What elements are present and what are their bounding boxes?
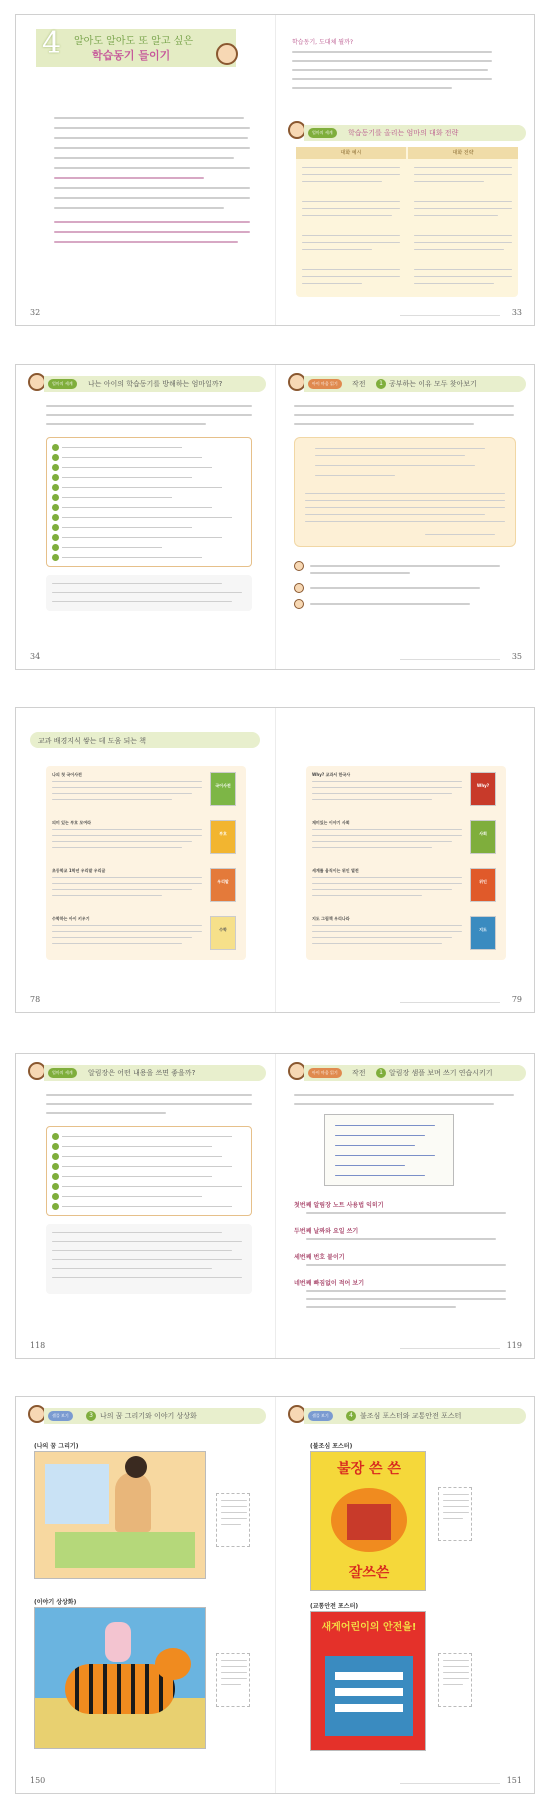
section-title-prefix: 작전 xyxy=(352,1069,366,1077)
chapter-title: 학습동기 들이기 xyxy=(92,49,171,62)
poster-caption xyxy=(438,1653,472,1707)
section-title: 알림장 샘플 보며 쓰기 연습시키기 xyxy=(389,1069,493,1077)
section-title: 교과 배경지식 쌓는 데 도움 되는 책 xyxy=(38,737,147,745)
traffic-safety-poster xyxy=(310,1611,426,1751)
result-box xyxy=(46,575,252,611)
child-icon xyxy=(294,583,304,593)
book-cover: 위인 xyxy=(470,868,496,902)
footer xyxy=(400,1348,500,1349)
footer xyxy=(400,315,500,316)
footer xyxy=(400,1783,500,1784)
page-33 xyxy=(276,15,535,325)
book-cover: 수학 xyxy=(210,916,236,950)
page-32 xyxy=(16,15,276,325)
page-118 xyxy=(16,1054,276,1358)
book-cover: 국어사전 xyxy=(210,772,236,806)
step-heading-1: 첫번째 알림장 노트 사용법 익히기 xyxy=(294,1202,384,1209)
step-heading-2: 두번째 날짜와 요일 쓰기 xyxy=(294,1228,359,1235)
page-number: 35 xyxy=(511,652,522,661)
drawing-caption xyxy=(216,1493,250,1547)
notes-box xyxy=(46,1224,252,1294)
child-icon xyxy=(294,561,304,571)
footer xyxy=(400,1002,500,1003)
book-item: Why? 교과서 한국사 Why? xyxy=(312,772,500,816)
page-79 xyxy=(276,708,535,1012)
page-number: 119 xyxy=(506,1341,522,1350)
table-head-left: 대화 예시 xyxy=(296,147,406,159)
drawing-caption xyxy=(216,1653,250,1707)
content-checklist xyxy=(46,1126,252,1216)
poster-slogan: 잘쓰쓴 xyxy=(348,1565,390,1581)
section-title: 불조심 포스터와 교통안전 포스터 xyxy=(360,1412,462,1420)
page-34 xyxy=(16,365,276,669)
section-tag: 엄마의 세계 xyxy=(48,1068,77,1078)
poster-slogan: 새게어린이의 안전을! xyxy=(321,1622,417,1633)
poster-slogan: 불장 쓴 쓴 xyxy=(337,1461,401,1477)
story-drawing xyxy=(34,1607,206,1749)
checklist-box xyxy=(46,437,252,567)
drawing-label: (이야기 상상화) xyxy=(34,1599,77,1606)
section-tag: 샘플 보기 xyxy=(48,1411,73,1421)
book-list xyxy=(46,766,246,960)
book-item: 세계를 움직이는 위인 열전 위인 xyxy=(312,868,500,912)
section-title: 공부하는 이유 모두 찾아보기 xyxy=(389,380,477,388)
poster-label: (교통안전 포스터) xyxy=(310,1603,359,1610)
book-item: 재미있는 이야기 사회 사회 xyxy=(312,820,500,864)
speech-note xyxy=(294,437,516,547)
section-title: 나의 꿈 그리기와 이야기 상상화 xyxy=(100,1412,197,1420)
page-151 xyxy=(276,1397,535,1793)
book-cover: 사회 xyxy=(470,820,496,854)
girl-mascot-icon xyxy=(216,43,238,65)
notebook-photo xyxy=(324,1114,454,1186)
page-78 xyxy=(16,708,276,1012)
section-heading: 학습동기, 도대체 뭘까? xyxy=(292,39,354,46)
page-number: 150 xyxy=(30,1776,46,1785)
section-number-badge: 3 xyxy=(86,1411,96,1421)
poster-label: (불조심 포스터) xyxy=(310,1443,353,1450)
page-number: 34 xyxy=(30,652,41,661)
spread-1 xyxy=(15,14,535,326)
poster-caption xyxy=(438,1487,472,1541)
page-150 xyxy=(16,1397,276,1793)
section-tag: 아이 마음 읽기 xyxy=(308,379,342,389)
fire-safety-poster xyxy=(310,1451,426,1591)
book-cover: 부호 xyxy=(210,820,236,854)
drawing-label: (나의 꿈 그리기) xyxy=(34,1443,79,1450)
page-number: 32 xyxy=(30,308,41,317)
section-tag: 엄마의 세계 xyxy=(308,128,337,138)
section-number-badge: 1 xyxy=(376,1068,386,1078)
section-number-badge: 1 xyxy=(376,379,386,389)
book-item: 의미 있는 부호 모여라 부호 xyxy=(52,820,240,864)
child-icon xyxy=(294,599,304,609)
section-tag: 아이 마음 읽기 xyxy=(308,1068,342,1078)
book-cover: 우리말 xyxy=(210,868,236,902)
spread-4 xyxy=(15,1053,535,1359)
section-title-prefix: 작전 xyxy=(352,380,366,388)
page-number: 78 xyxy=(30,995,41,1004)
spread-2 xyxy=(15,364,535,670)
book-item: 수학하는 아이 키우기 수학 xyxy=(52,916,240,956)
page-number: 118 xyxy=(30,1341,46,1350)
step-heading-3: 세번째 번호 붙이기 xyxy=(294,1254,345,1261)
section-tag: 샘플 보기 xyxy=(308,1411,333,1421)
book-cover: Why? xyxy=(470,772,496,806)
footer xyxy=(400,659,500,660)
book-item: 지도 그림책 우리나라 지도 xyxy=(312,916,500,956)
book-item: 나의 첫 국어사전 국어사전 xyxy=(52,772,240,816)
page-number: 151 xyxy=(506,1776,522,1785)
section-title: 나는 아이의 학습동기를 방해하는 엄마일까? xyxy=(88,380,223,388)
dialogue-table xyxy=(296,147,518,297)
section-title: 학습동기를 올리는 엄마의 대화 전략 xyxy=(348,129,459,137)
spread-3 xyxy=(15,707,535,1013)
table-head-right: 대화 전략 xyxy=(408,147,518,159)
spread-5 xyxy=(15,1396,535,1794)
page-number: 33 xyxy=(511,308,522,317)
section-number-badge: 4 xyxy=(346,1411,356,1421)
page-number: 79 xyxy=(511,995,522,1004)
book-cover: 지도 xyxy=(470,916,496,950)
step-heading-4: 네번째 빠짐없이 적어 보기 xyxy=(294,1280,365,1287)
chapter-number: 4 xyxy=(42,26,62,61)
section-tag: 엄마의 세계 xyxy=(48,379,77,389)
page-119 xyxy=(276,1054,535,1358)
page-35 xyxy=(276,365,535,669)
dream-drawing xyxy=(34,1451,206,1579)
book-item: 초등학교 1학년 우리말 우리글 우리말 xyxy=(52,868,240,912)
book-list xyxy=(306,766,506,960)
chapter-subtitle: 알아도 알아도 또 알고 싶은 xyxy=(74,36,193,47)
section-title: 알림장은 어떤 내용을 쓰면 좋을까? xyxy=(88,1069,196,1077)
